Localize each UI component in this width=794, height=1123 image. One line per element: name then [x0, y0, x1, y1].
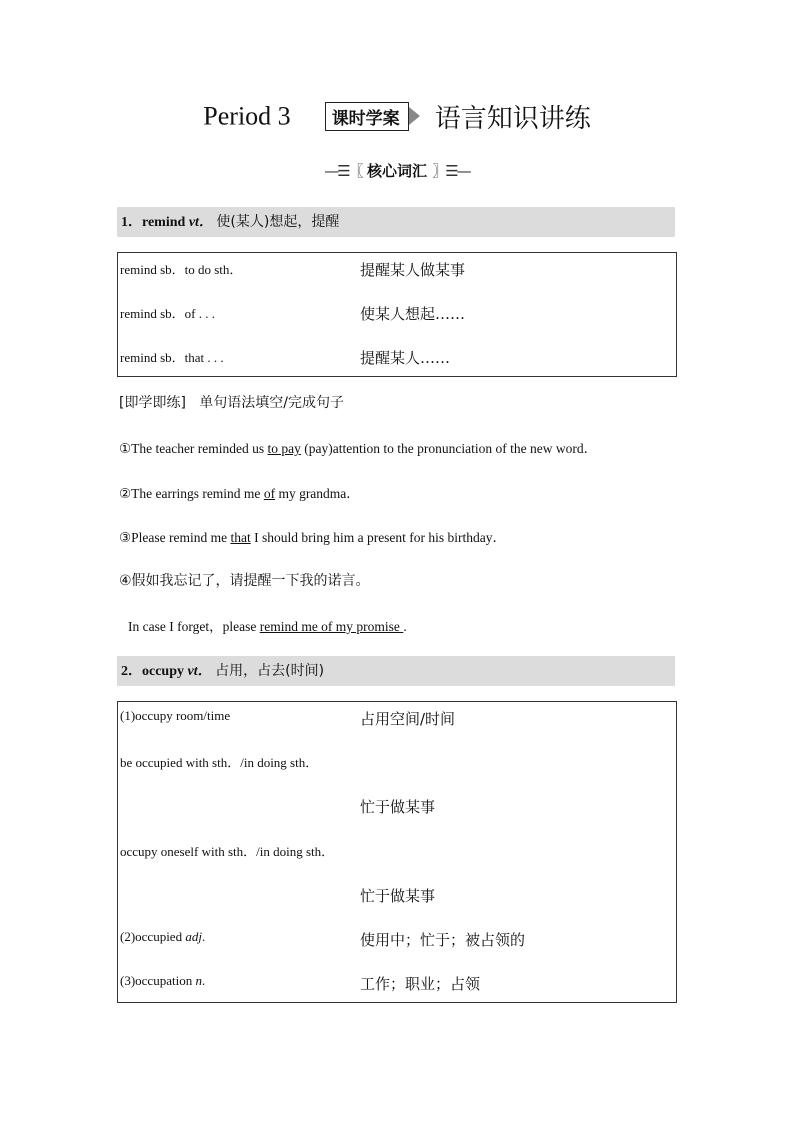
- word2-row: [120, 973, 481, 993]
- word2-row-meaning: 使用中；忙于；被占领的: [360, 931, 526, 949]
- phrase-part: .: [201, 973, 206, 988]
- word1-row-phrase: remind sb．to do sth．: [120, 262, 243, 277]
- phrase-part: (3)occupation: [120, 973, 196, 988]
- word2-row: [120, 708, 456, 728]
- section-header: [0, 160, 794, 181]
- exercise-item-5: [128, 615, 407, 635]
- word1-headword: remind: [142, 215, 186, 230]
- word2-row-phrase: [120, 973, 205, 988]
- item-text: ①The teacher reminded us: [119, 441, 268, 456]
- word2-table: [117, 701, 677, 1003]
- word1-row-phrase: remind sb．that . . .: [120, 350, 224, 365]
- word1-header: [117, 207, 675, 237]
- word1-row: [120, 259, 466, 279]
- word2-row: [120, 752, 318, 771]
- word2-row-phrase: [120, 929, 205, 944]
- word2-row: [120, 841, 334, 860]
- word2-pos: vt．: [187, 664, 212, 679]
- exercise-item-1: [119, 437, 597, 457]
- exercise-label: [119, 392, 344, 412]
- item-answer: of: [263, 486, 276, 501]
- phrase-pos: n: [195, 973, 202, 988]
- word1-table: [117, 252, 677, 377]
- exercise-item-2: [119, 482, 360, 502]
- title-tag: 课时学案: [325, 102, 409, 131]
- word2-header: [117, 656, 675, 686]
- item-text: my grandma．: [275, 486, 360, 501]
- word1-row: [120, 303, 466, 323]
- item-text: (pay)attention to the pronunciation of the new word．: [300, 441, 598, 456]
- word2-row-phrase: (1)occupy room/time: [120, 708, 231, 723]
- item-answer: to pay: [267, 441, 301, 456]
- word1-row-meaning: 提醒某人……: [360, 349, 451, 367]
- word1-row-meaning: 使某人想起……: [360, 305, 466, 323]
- word1-row-meaning: 提醒某人做某事: [360, 261, 466, 279]
- item-text: .: [403, 619, 407, 634]
- exercise-instruction: 单句语法填空/完成句子: [199, 395, 345, 411]
- word1-pos: vt．: [188, 215, 213, 230]
- word1-row-phrase: remind sb．of . . .: [120, 306, 215, 321]
- item-text: In case I forget，please: [128, 619, 260, 634]
- section-right-bars: 〗☰—: [432, 162, 470, 180]
- phrase-pos: adj: [185, 929, 202, 944]
- item-text: I should bring him a present for his birthday．: [250, 530, 507, 545]
- phrase-part: (2)occupied: [120, 929, 186, 944]
- word2-row-meaning: 工作；职业；占领: [360, 975, 481, 993]
- word2-row-phrase: be occupied with sth．/in doing sth．: [120, 755, 319, 770]
- exercise-tag: [即学即练]: [119, 395, 186, 411]
- title-main: 语言知识讲练: [434, 104, 591, 134]
- item-answer: that: [230, 530, 251, 545]
- title-prefix: Period 3: [203, 101, 291, 131]
- item-text: ③Please remind me: [119, 530, 231, 545]
- word2-number: 2．: [121, 664, 142, 679]
- phrase-part: .: [201, 929, 206, 944]
- exercise-item-4: ④假如我忘记了，请提醒一下我的诺言。: [119, 573, 370, 589]
- page-title: [0, 98, 794, 138]
- section-label: 核心词汇: [366, 162, 427, 180]
- word2-row-meaning: 占用空间/时间: [360, 710, 456, 728]
- word2-meaning: 占用，占去(时间): [215, 663, 325, 679]
- word2-row-phrase: occupy oneself with sth．/in doing sth．: [120, 844, 335, 859]
- item-text: ②The earrings remind me: [119, 486, 264, 501]
- item-answer: remind me of my promise: [259, 619, 404, 634]
- word1-meaning: 使(某人)想起，提醒: [216, 214, 340, 230]
- section-left-bars: —☰〖: [324, 162, 362, 180]
- word2-row: [120, 929, 526, 949]
- word2-headword: occupy: [142, 664, 184, 679]
- exercise-item-3: [119, 526, 506, 546]
- word2-row-meaning: 忙于做某事: [360, 887, 436, 905]
- word2-row-meaning: 忙于做某事: [360, 798, 436, 816]
- word1-number: 1．: [121, 215, 142, 230]
- word1-row: [120, 347, 451, 367]
